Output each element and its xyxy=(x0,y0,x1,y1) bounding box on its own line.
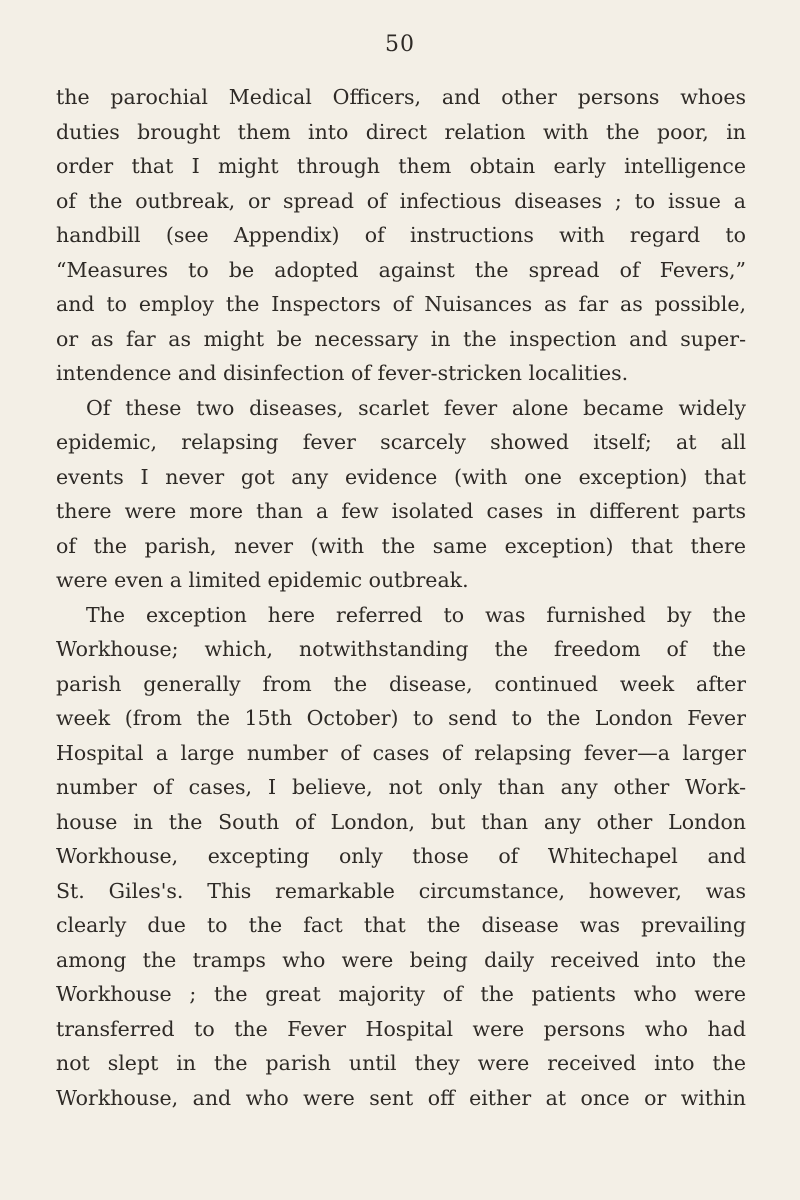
text-line: Workhouse ; the great majority of the patients who were xyxy=(56,982,746,1006)
text-line: order that I might through them obtain early intelligence xyxy=(56,154,746,178)
text-line: there were more than a few isolated cases in different parts xyxy=(56,499,746,523)
text-line: transferred to the Fever Hospital were persons who had xyxy=(56,1016,746,1041)
text-line: clearly due to the fact that the disease was prevailing xyxy=(56,913,746,937)
text-line: of the outbreak, or spread of infectious diseases ; to issue a xyxy=(56,188,746,213)
text-line: and to employ the Inspectors of Nuisances as far as possible, xyxy=(56,292,746,316)
text-line: epidemic, relapsing fever scarcely showed itself; at all xyxy=(56,430,746,454)
text-line: number of cases, I believe, not only than any other Work- xyxy=(56,775,746,799)
page-number: 50 xyxy=(385,32,415,57)
text-line: duties brought them into direct relation with the poor, in xyxy=(56,119,746,144)
text-line: Of these two diseases, scarlet fever alone became widely xyxy=(86,395,746,420)
text-line: of the parish, never (with the same exception) that there xyxy=(56,533,746,558)
text-line: Hospital a large number of cases of relapsing fever—a larger xyxy=(56,740,746,765)
text-line: Workhouse, and who were sent off either at once or within xyxy=(56,1085,746,1110)
text-line: handbill (see Appendix) of instructions with regard to xyxy=(56,223,746,247)
text-line: St. Giles's. This remarkable circumstance, however, was xyxy=(56,878,746,903)
text-line: Workhouse; which, notwithstanding the freedom of the xyxy=(56,637,746,661)
text-line: week (from the 15th October) to send to the London Fever xyxy=(56,706,746,730)
text-line: were even a limited epidemic outbreak. xyxy=(56,568,469,592)
text-line: or as far as might be necessary in the inspection and super- xyxy=(56,326,746,351)
text-line: not slept in the parish until they were received into the xyxy=(56,1051,746,1075)
text-line: house in the South of London, but than any other London xyxy=(56,809,746,834)
text-line: parish generally from the disease, continued week after xyxy=(56,671,746,696)
text-line: the parochial Medical Officers, and other persons whoes xyxy=(56,85,746,109)
text-line: among the tramps who were being daily received into the xyxy=(56,947,746,972)
text-line: “Measures to be adopted against the spread of Fevers,” xyxy=(56,257,746,282)
text-line: intendence and disinfection of fever-stricken localities. xyxy=(56,361,629,385)
text-line: events I never got any evidence (with one exception) that xyxy=(56,464,746,489)
body-text xyxy=(56,80,746,1115)
text-line: The exception here referred to was furnished by the xyxy=(86,602,746,627)
text-line: Workhouse, excepting only those of Whitechapel and xyxy=(56,844,746,868)
